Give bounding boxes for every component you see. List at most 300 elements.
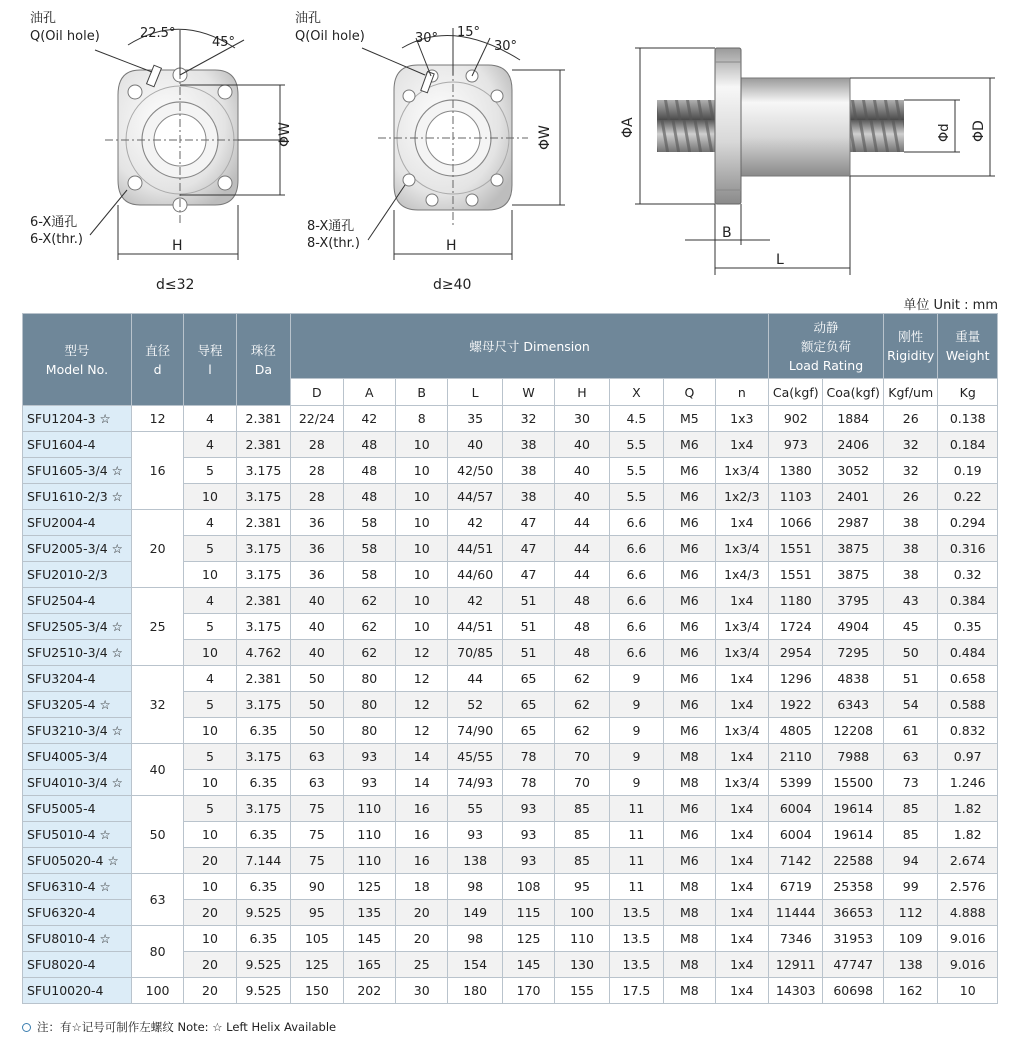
value-cell: 2987 (823, 510, 884, 536)
value-cell: 40 (291, 614, 343, 640)
value-cell: 26 (883, 484, 937, 510)
value-cell: 63 (291, 770, 343, 796)
diameter-cell: 40 (131, 744, 183, 796)
value-cell: 74/93 (448, 770, 502, 796)
value-cell: 1180 (769, 588, 823, 614)
value-cell: 154 (448, 952, 502, 978)
value-cell: 28 (291, 458, 343, 484)
value-cell: 65 (502, 718, 554, 744)
value-cell: 0.832 (938, 718, 998, 744)
value-cell: 2.576 (938, 874, 998, 900)
value-cell: 138 (883, 952, 937, 978)
subheader-cell: Kg (938, 379, 998, 406)
model-cell: SFU3204-4 (23, 666, 132, 692)
value-cell: 1x3/4 (715, 770, 768, 796)
value-cell: 0.588 (938, 692, 998, 718)
value-cell: 20 (396, 900, 448, 926)
footnote-text: 注：有☆记号可制作左螺纹 Note: ☆ Left Helix Available (37, 1020, 337, 1034)
value-cell: 0.384 (938, 588, 998, 614)
left-dim-h: H (172, 238, 183, 254)
value-cell: 1x4 (715, 848, 768, 874)
value-cell: 4 (184, 666, 236, 692)
value-cell: 19614 (823, 822, 884, 848)
value-cell: 1x3/4 (715, 458, 768, 484)
value-cell: 85 (555, 822, 609, 848)
value-cell: 973 (769, 432, 823, 458)
value-cell: 115 (502, 900, 554, 926)
value-cell: 2.381 (236, 588, 290, 614)
value-cell: 6.6 (609, 536, 663, 562)
header-ball-dia: 珠径 Da (236, 314, 290, 406)
value-cell: 62 (343, 588, 395, 614)
value-cell: 10 (184, 640, 236, 666)
diameter-cell: 12 (131, 406, 183, 432)
value-cell: 6.35 (236, 770, 290, 796)
diameter-cell: 20 (131, 510, 183, 588)
value-cell: 12208 (823, 718, 884, 744)
value-cell: 100 (555, 900, 609, 926)
value-cell: 51 (502, 614, 554, 640)
value-cell: M6 (664, 692, 715, 718)
value-cell: M8 (664, 952, 715, 978)
model-cell: SFU1204-3 ☆ (23, 406, 132, 432)
value-cell: 32 (883, 458, 937, 484)
value-cell: 149 (448, 900, 502, 926)
model-cell: SFU1610-2/3 ☆ (23, 484, 132, 510)
table-row (23, 432, 998, 458)
value-cell: 10 (184, 484, 236, 510)
value-cell: 40 (291, 640, 343, 666)
value-cell: 5.5 (609, 484, 663, 510)
value-cell: 1884 (823, 406, 884, 432)
value-cell: 162 (883, 978, 937, 1004)
drawings-svg (0, 0, 1016, 300)
value-cell: 90 (291, 874, 343, 900)
value-cell: 74/90 (448, 718, 502, 744)
value-cell: 22/24 (291, 406, 343, 432)
value-cell: 25358 (823, 874, 884, 900)
value-cell: 9 (609, 770, 663, 796)
value-cell: M6 (664, 718, 715, 744)
subheader-cell: W (502, 379, 554, 406)
value-cell: 98 (448, 926, 502, 952)
value-cell: M8 (664, 978, 715, 1004)
value-cell: 109 (883, 926, 937, 952)
value-cell: 80 (343, 692, 395, 718)
spec-table (22, 313, 998, 1004)
value-cell: 1x4 (715, 744, 768, 770)
value-cell: 4 (184, 432, 236, 458)
value-cell: 5399 (769, 770, 823, 796)
value-cell: 1551 (769, 562, 823, 588)
value-cell: 13.5 (609, 926, 663, 952)
spec-body (23, 406, 998, 1004)
value-cell: 7.144 (236, 848, 290, 874)
value-cell: 18 (396, 874, 448, 900)
value-cell: 145 (502, 952, 554, 978)
value-cell: 11 (609, 874, 663, 900)
value-cell: M6 (664, 562, 715, 588)
value-cell: 0.19 (938, 458, 998, 484)
value-cell: 58 (343, 562, 395, 588)
value-cell: 9 (609, 666, 663, 692)
value-cell: 85 (555, 796, 609, 822)
value-cell: 40 (555, 484, 609, 510)
value-cell: 5 (184, 796, 236, 822)
value-cell: 10 (396, 562, 448, 588)
value-cell: 52 (448, 692, 502, 718)
value-cell: 94 (883, 848, 937, 874)
value-cell: 108 (502, 874, 554, 900)
value-cell: 9.016 (938, 926, 998, 952)
value-cell: 1x4 (715, 666, 768, 692)
value-cell: 48 (555, 588, 609, 614)
value-cell: 50 (291, 692, 343, 718)
value-cell: 6719 (769, 874, 823, 900)
left-angle-2: 45° (212, 35, 236, 50)
right-dim-l: L (776, 252, 784, 268)
model-cell: SFU5005-4 (23, 796, 132, 822)
value-cell: 30 (396, 978, 448, 1004)
value-cell: 61 (883, 718, 937, 744)
value-cell: 11444 (769, 900, 823, 926)
value-cell: 9 (609, 692, 663, 718)
value-cell: 10 (184, 822, 236, 848)
value-cell: 6.35 (236, 718, 290, 744)
flange-drawing-small (90, 29, 285, 260)
value-cell: 40 (291, 588, 343, 614)
value-cell: M8 (664, 770, 715, 796)
value-cell: 1x4 (715, 900, 768, 926)
table-row (23, 666, 998, 692)
value-cell: 47 (502, 562, 554, 588)
header-model: 型号 Model No. (23, 314, 132, 406)
value-cell: 85 (883, 796, 937, 822)
header-load-rating: 动静 额定负荷 Load Rating (769, 314, 884, 379)
value-cell: 4.762 (236, 640, 290, 666)
value-cell: 48 (343, 432, 395, 458)
unit-label: 单位 Unit : mm (903, 298, 998, 313)
value-cell: 6.6 (609, 510, 663, 536)
value-cell: M5 (664, 406, 715, 432)
value-cell: 0.484 (938, 640, 998, 666)
value-cell: 32 (883, 432, 937, 458)
value-cell: 9 (609, 744, 663, 770)
value-cell: 44/60 (448, 562, 502, 588)
drawings-area (0, 0, 1016, 300)
value-cell: 70/85 (448, 640, 502, 666)
value-cell: 0.658 (938, 666, 998, 692)
value-cell: 0.294 (938, 510, 998, 536)
value-cell: 9 (609, 718, 663, 744)
model-cell: SFU4010-3/4 ☆ (23, 770, 132, 796)
footnote (22, 1019, 336, 1035)
model-cell: SFU6320-4 (23, 900, 132, 926)
value-cell: 30 (555, 406, 609, 432)
value-cell: 10 (396, 536, 448, 562)
value-cell: 20 (396, 926, 448, 952)
value-cell: 11 (609, 796, 663, 822)
subheader-cell: D (291, 379, 343, 406)
value-cell: 75 (291, 796, 343, 822)
value-cell: 10 (396, 432, 448, 458)
value-cell: 45/55 (448, 744, 502, 770)
value-cell: 14303 (769, 978, 823, 1004)
left-hole-en: 6-X(thr.) (30, 232, 83, 247)
model-cell: SFU8020-4 (23, 952, 132, 978)
value-cell: 58 (343, 510, 395, 536)
mid-angle-2: 15° (457, 25, 481, 40)
value-cell: 62 (555, 666, 609, 692)
value-cell: 25 (396, 952, 448, 978)
value-cell: 65 (502, 692, 554, 718)
value-cell: 1x4 (715, 822, 768, 848)
value-cell: 70 (555, 770, 609, 796)
model-cell: SFU5010-4 ☆ (23, 822, 132, 848)
value-cell: 44 (448, 666, 502, 692)
value-cell: 26 (883, 406, 937, 432)
value-cell: 36 (291, 562, 343, 588)
value-cell: 13.5 (609, 900, 663, 926)
value-cell: 10 (396, 484, 448, 510)
diameter-cell: 100 (131, 978, 183, 1004)
value-cell: 85 (883, 822, 937, 848)
value-cell: 5.5 (609, 432, 663, 458)
value-cell: 4.888 (938, 900, 998, 926)
value-cell: 95 (291, 900, 343, 926)
value-cell: 10 (184, 770, 236, 796)
value-cell: 42/50 (448, 458, 502, 484)
left-oil-cn: 油孔 (30, 11, 57, 26)
value-cell: 15500 (823, 770, 884, 796)
value-cell: 85 (555, 848, 609, 874)
model-cell: SFU10020-4 (23, 978, 132, 1004)
header-weight: 重量 Weight (938, 314, 998, 379)
diameter-cell: 25 (131, 588, 183, 666)
header-dimension: 螺母尺寸 Dimension (291, 314, 769, 379)
value-cell: 2110 (769, 744, 823, 770)
value-cell: 0.316 (938, 536, 998, 562)
value-cell: 48 (343, 484, 395, 510)
value-cell: 10 (184, 562, 236, 588)
header-rigidity: 刚性 Rigidity (883, 314, 937, 379)
value-cell: 28 (291, 432, 343, 458)
value-cell: 3052 (823, 458, 884, 484)
value-cell: 3875 (823, 536, 884, 562)
value-cell: 42 (343, 406, 395, 432)
value-cell: 112 (883, 900, 937, 926)
value-cell: 11 (609, 822, 663, 848)
value-cell: 5 (184, 458, 236, 484)
value-cell: 1.82 (938, 822, 998, 848)
value-cell: 125 (502, 926, 554, 952)
value-cell: 10 (938, 978, 998, 1004)
value-cell: 4 (184, 588, 236, 614)
value-cell: 0.97 (938, 744, 998, 770)
mid-angle-1: 30° (415, 31, 439, 46)
value-cell: 48 (555, 614, 609, 640)
value-cell: 125 (343, 874, 395, 900)
bullet-icon (22, 1023, 31, 1032)
diameter-cell: 32 (131, 666, 183, 744)
mid-caption: d≥40 (433, 277, 472, 293)
value-cell: 43 (883, 588, 937, 614)
value-cell: 2954 (769, 640, 823, 666)
value-cell: 1x3/4 (715, 614, 768, 640)
value-cell: 110 (343, 848, 395, 874)
value-cell: 0.138 (938, 406, 998, 432)
value-cell: 5 (184, 692, 236, 718)
value-cell: 93 (502, 822, 554, 848)
value-cell: 1.246 (938, 770, 998, 796)
value-cell: 40 (448, 432, 502, 458)
value-cell: 1x3 (715, 406, 768, 432)
model-cell: SFU4005-3/4 (23, 744, 132, 770)
value-cell: M6 (664, 640, 715, 666)
subheader-cell: Ca(kgf) (769, 379, 823, 406)
value-cell: 130 (555, 952, 609, 978)
value-cell: 1x3/4 (715, 640, 768, 666)
left-oil-en: Q(Oil hole) (30, 29, 100, 44)
subheader-cell: B (396, 379, 448, 406)
model-cell: SFU2010-2/3 (23, 562, 132, 588)
value-cell: 3.175 (236, 536, 290, 562)
left-hole-cn: 6-X通孔 (30, 215, 78, 230)
model-cell: SFU2510-3/4 ☆ (23, 640, 132, 666)
value-cell: 4805 (769, 718, 823, 744)
value-cell: 1x4 (715, 432, 768, 458)
value-cell: 3.175 (236, 796, 290, 822)
flange-drawing-large (362, 28, 565, 260)
value-cell: 902 (769, 406, 823, 432)
model-cell: SFU05020-4 ☆ (23, 848, 132, 874)
value-cell: 78 (502, 744, 554, 770)
value-cell: 16 (396, 848, 448, 874)
value-cell: 80 (343, 718, 395, 744)
value-cell: 1x4 (715, 874, 768, 900)
value-cell: 0.32 (938, 562, 998, 588)
left-caption: d≤32 (156, 277, 195, 293)
value-cell: 5.5 (609, 458, 663, 484)
value-cell: 93 (502, 796, 554, 822)
value-cell: 10 (184, 926, 236, 952)
value-cell: 44/51 (448, 614, 502, 640)
model-cell: SFU2505-3/4 ☆ (23, 614, 132, 640)
value-cell: 54 (883, 692, 937, 718)
value-cell: 3.175 (236, 744, 290, 770)
value-cell: 9.525 (236, 978, 290, 1004)
value-cell: 7988 (823, 744, 884, 770)
mid-hole-cn: 8-X通孔 (307, 219, 355, 234)
value-cell: 1x4 (715, 588, 768, 614)
value-cell: 32 (502, 406, 554, 432)
value-cell: 93 (343, 770, 395, 796)
value-cell: 1380 (769, 458, 823, 484)
value-cell: 42 (448, 510, 502, 536)
value-cell: 3.175 (236, 692, 290, 718)
subheader-cell: n (715, 379, 768, 406)
value-cell: 5 (184, 536, 236, 562)
value-cell: M6 (664, 432, 715, 458)
left-dim-w: ΦW (277, 122, 293, 147)
value-cell: M6 (664, 848, 715, 874)
value-cell: 125 (291, 952, 343, 978)
value-cell: 9.525 (236, 900, 290, 926)
value-cell: 20 (184, 978, 236, 1004)
value-cell: 14 (396, 744, 448, 770)
value-cell: 11 (609, 848, 663, 874)
value-cell: 1x4 (715, 692, 768, 718)
value-cell: 20 (184, 848, 236, 874)
model-cell: SFU1605-3/4 ☆ (23, 458, 132, 484)
value-cell: 5 (184, 614, 236, 640)
value-cell: 58 (343, 536, 395, 562)
value-cell: 38 (502, 432, 554, 458)
value-cell: 19614 (823, 796, 884, 822)
value-cell: 38 (502, 484, 554, 510)
value-cell: 62 (555, 692, 609, 718)
table-row (23, 744, 998, 770)
value-cell: 155 (555, 978, 609, 1004)
diameter-cell: 16 (131, 432, 183, 510)
value-cell: 36 (291, 536, 343, 562)
value-cell: 62 (555, 718, 609, 744)
value-cell: M8 (664, 926, 715, 952)
value-cell: 3795 (823, 588, 884, 614)
value-cell: 1066 (769, 510, 823, 536)
value-cell: 51 (502, 588, 554, 614)
value-cell: 7346 (769, 926, 823, 952)
mid-oil-en: Q(Oil hole) (295, 29, 365, 44)
value-cell: 10 (396, 614, 448, 640)
value-cell: 20 (184, 952, 236, 978)
value-cell: 93 (343, 744, 395, 770)
right-dim-a: ΦA (620, 117, 636, 138)
value-cell: 2.381 (236, 666, 290, 692)
value-cell: M6 (664, 588, 715, 614)
value-cell: 40 (555, 432, 609, 458)
model-cell: SFU8010-4 ☆ (23, 926, 132, 952)
value-cell: 1.82 (938, 796, 998, 822)
value-cell: 105 (291, 926, 343, 952)
value-cell: 1296 (769, 666, 823, 692)
header-diameter: 直径 d (131, 314, 183, 406)
value-cell: 1x4 (715, 926, 768, 952)
mid-hole-en: 8-X(thr.) (307, 236, 360, 251)
value-cell: 6.6 (609, 562, 663, 588)
value-cell: 48 (343, 458, 395, 484)
right-dim-b: B (722, 225, 732, 241)
value-cell: M6 (664, 614, 715, 640)
value-cell: 150 (291, 978, 343, 1004)
value-cell: 73 (883, 770, 937, 796)
value-cell: 13.5 (609, 952, 663, 978)
value-cell: 110 (555, 926, 609, 952)
value-cell: 47747 (823, 952, 884, 978)
value-cell: 78 (502, 770, 554, 796)
value-cell: 99 (883, 874, 937, 900)
value-cell: 16 (396, 796, 448, 822)
value-cell: 1103 (769, 484, 823, 510)
nut-side-view (635, 48, 995, 275)
value-cell: 75 (291, 848, 343, 874)
value-cell: 180 (448, 978, 502, 1004)
value-cell: 3.175 (236, 614, 290, 640)
model-cell: SFU1604-4 (23, 432, 132, 458)
value-cell: 47 (502, 510, 554, 536)
value-cell: 6004 (769, 822, 823, 848)
value-cell: 47 (502, 536, 554, 562)
